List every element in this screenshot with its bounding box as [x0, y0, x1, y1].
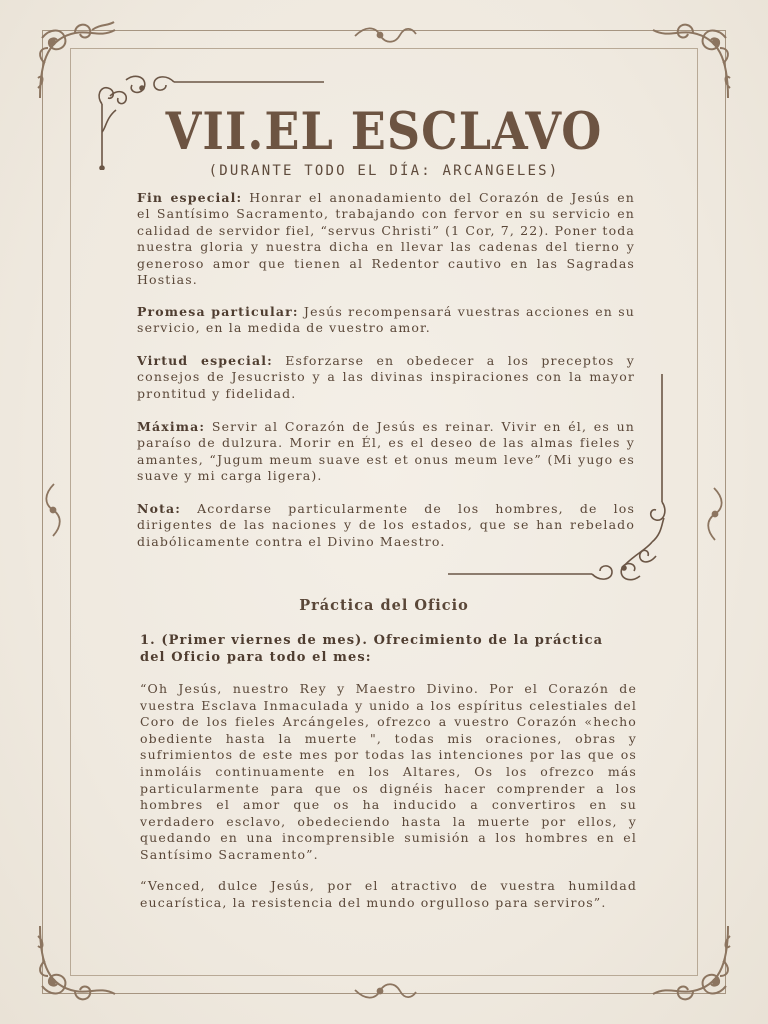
- top-scroll-icon: [350, 24, 420, 46]
- bottom-scroll-icon: [350, 980, 420, 1002]
- section-heading: Práctica del Oficio: [299, 597, 469, 614]
- paragraph-nota: [137, 501, 635, 550]
- page-subtitle: (DURANTE TODO EL DÍA: ARCANGELES): [208, 163, 560, 179]
- paragraph-label: Fin especial:: [137, 190, 243, 205]
- paragraph-virtud: [137, 353, 635, 402]
- paragraph-fin-especial: [137, 190, 635, 288]
- corner-flourish-icon: [648, 916, 738, 1006]
- corner-flourish-icon: [648, 18, 738, 108]
- corner-flourish-icon: [30, 916, 120, 1006]
- prayer-text: “Venced, dulce Jesús, por el atractivo de vuestra humildad eucarística, la resistencia del mundo orgulloso para serviros”.: [140, 878, 637, 910]
- paragraph-text: Esforzarse en obedecer a los preceptos y consejos de Jesucristo y a las divinas inspiraciones con la mayor prontitud y fidelidad.: [137, 353, 636, 401]
- page-title: VII.EL ESCLAVO: [165, 100, 603, 162]
- paragraph-label: Virtud especial:: [137, 353, 273, 368]
- paragraph-maxima: [137, 419, 635, 485]
- left-scroll-icon: [42, 480, 64, 540]
- paragraph-label: Promesa particular:: [137, 304, 299, 319]
- section-subheading: 1. (Primer viernes de mes). Ofrecimiento de la práctica del Oficio para todo el mes:: [140, 633, 604, 665]
- paragraph-promesa: [137, 304, 635, 337]
- paragraph-text: Jesús recompensará vuestras acciones en su servicio, en la medida de vuestro amor.: [137, 304, 635, 336]
- paragraph-label: Máxima:: [137, 419, 206, 434]
- paragraph-label: Nota:: [137, 501, 182, 516]
- paragraph-text: Servir al Corazón de Jesús es reinar. Vivir en él, es un paraíso de dulzura. Morir en Él, es el deseo de las almas fieles y amantes, “Jugum meum suave est et onus meum leve” (Mi yugo es suave y mi carga ligera).: [137, 419, 636, 484]
- paragraph-text: Acordarse particularmente de los hombres, de los dirigentes de las naciones y de los estados, que se han rebelado diabólicamente contra el Divino Maestro.: [137, 501, 636, 549]
- right-scroll-icon: [704, 484, 726, 544]
- paragraph-text: Honrar el anonadamiento del Corazón de Jesús en el Santísimo Sacramento, trabajando con fervor en su servicio en calidad de servidor fiel, “servus Christi” (1 Cor, 7, 22). Poner toda nuestra gloria y nuestra dicha en llevar las cadenas del tierno y generoso amor que tienen al Redentor cautivo en las Sagradas Hostias.: [137, 190, 636, 288]
- prayer-text: “Oh Jesús, nuestro Rey y Maestro Divino. Por el Corazón de vuestra Esclava Inmaculada y unido a los espíritus celestiales del Coro de los fieles Arcángeles, ofrezco a vuestro Corazón «hecho obediente hasta la muerte ", todas mis oraciones, obras y sufrimientos de este mes por todas las intenciones por las que os inmoláis continuamente en los Altares, Os los ofrezco más particularmente para que os dignéis hacer comprender a los hombres el amor que os ha inducido a convertiros en su verdadero esclavo, obedeciendo hasta la muerte por ellos, y quedando en una incomprensible sumisión a los hombres en el Santísimo Sacramento”.: [140, 681, 637, 862]
